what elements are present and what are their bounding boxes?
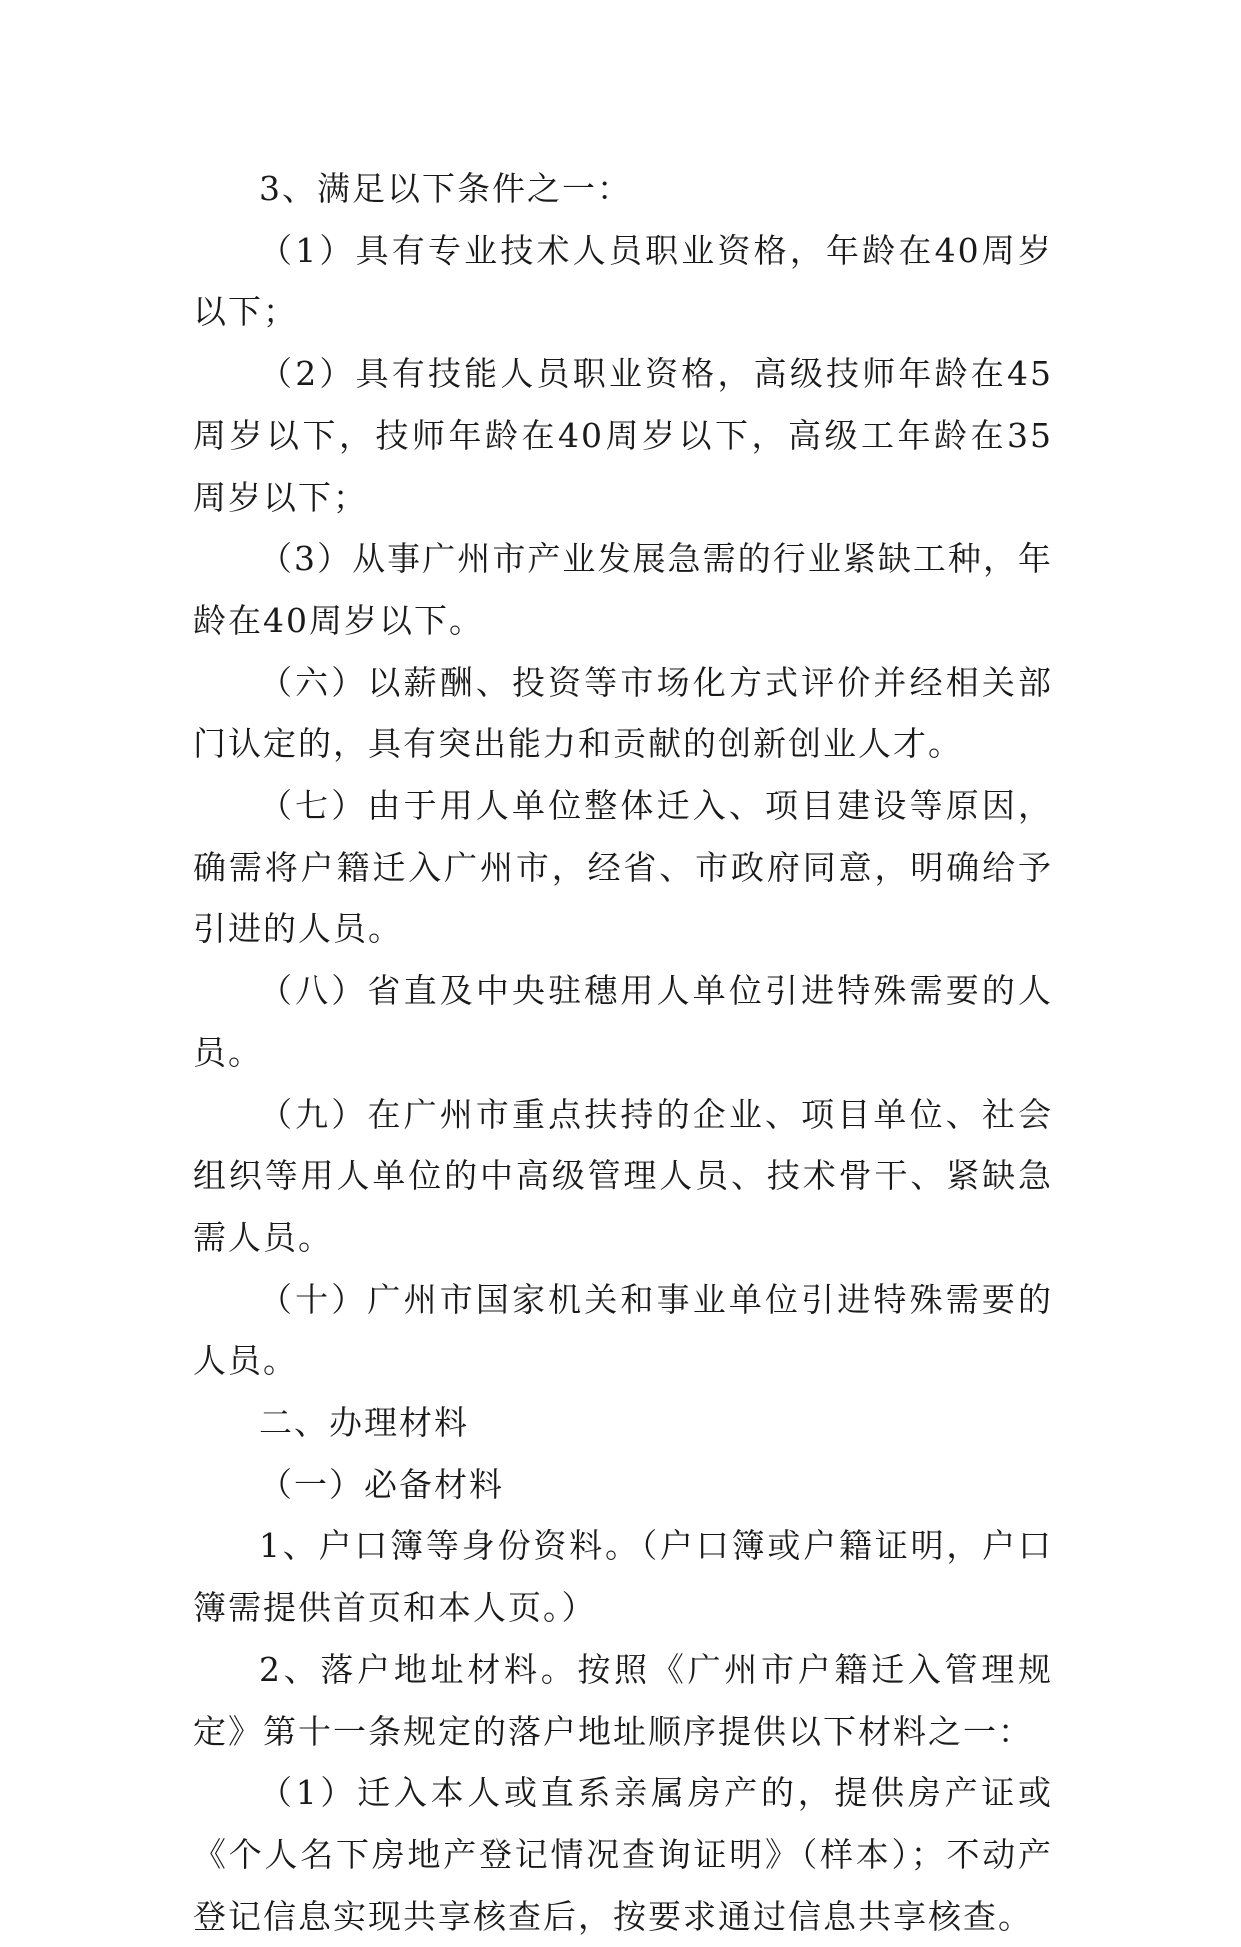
material-2-item-1: （1）迁入本人或直系亲属房产的，提供房产证或《个人名下房地产登记情况查询证明》（样本）；不动产登记信息实现共享核查后，按要求通过信息共享核查。 (193, 1773, 1053, 1936)
document-body (193, 158, 1053, 1947)
condition-3-item-1: （1）具有专业技术人员职业资格，年龄在40周岁以下； (193, 230, 1053, 332)
subsection-heading-required-materials: （一）必备材料 (259, 1464, 504, 1504)
material-2: 2、落户地址材料。按照《广州市户籍迁入管理规定》第十一条规定的落户地址顺序提供以下材料之一： (193, 1649, 1053, 1751)
clause-6: （六）以薪酬、投资等市场化方式评价并经相关部门认定的，具有突出能力和贡献的创新创业人才。 (193, 662, 1053, 764)
clause-10: （十）广州市国家机关和事业单位引进特殊需要的人员。 (193, 1279, 1053, 1381)
section-heading-materials: 二、办理材料 (259, 1403, 469, 1443)
clause-7: （七）由于用人单位整体迁入、项目建设等原因，确需将户籍迁入广州市，经省、市政府同意，明确给予引进的人员。 (193, 786, 1053, 949)
clause-8: （八）省直及中央驻穗用人单位引进特殊需要的人员。 (193, 971, 1053, 1072)
condition-3-intro: 3、满足以下条件之一： (259, 169, 632, 208)
material-1: 1、户口簿等身份资料。（户口簿或户籍证明，户口簿需提供首页和本人页。） (193, 1526, 1053, 1628)
condition-3-item-2: （2）具有技能人员职业资格，高级技师年龄在45周岁以下，技师年龄在40周岁以下，高级工年龄在35周岁以下； (193, 354, 1053, 517)
condition-3-item-3: （3）从事广州市产业发展急需的行业紧缺工种，年龄在40周岁以下。 (193, 539, 1053, 640)
clause-9: （九）在广州市重点扶持的企业、项目单位、社会组织等用人单位的中高级管理人员、技术骨干、紧缺急需人员。 (193, 1094, 1053, 1257)
